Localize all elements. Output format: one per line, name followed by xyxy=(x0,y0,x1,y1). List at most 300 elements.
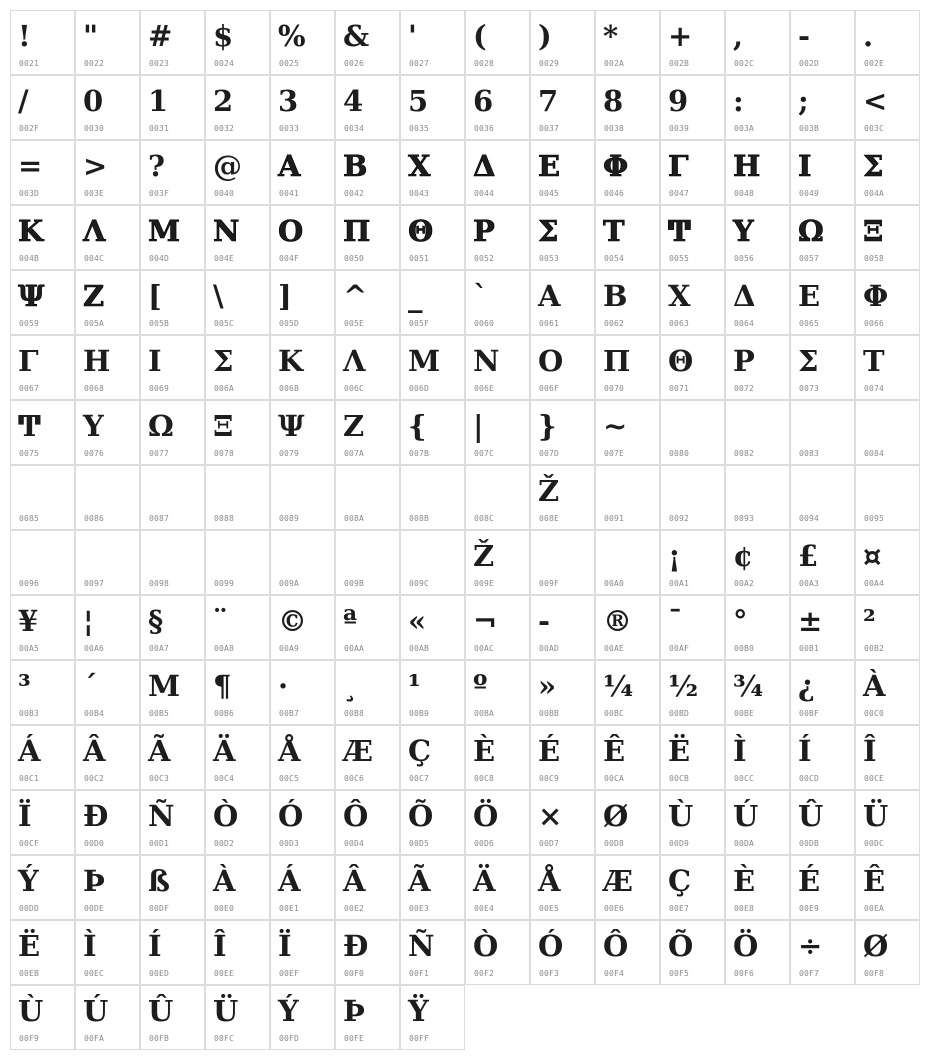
glyph-cell[interactable] xyxy=(335,140,400,205)
glyph-cell[interactable] xyxy=(855,335,920,400)
glyph-cell[interactable] xyxy=(205,465,270,530)
glyph-cell[interactable] xyxy=(75,660,140,725)
glyph-cell[interactable] xyxy=(10,400,75,465)
glyph-code: 009E xyxy=(474,579,495,588)
glyph-code: 009B xyxy=(344,579,365,588)
glyph-cell[interactable] xyxy=(595,270,660,335)
glyph-cell[interactable] xyxy=(205,660,270,725)
glyph-cell[interactable] xyxy=(725,205,790,270)
glyph-cell[interactable] xyxy=(465,595,530,660)
glyph-cell[interactable] xyxy=(855,400,920,465)
glyph-code: 0052 xyxy=(474,254,495,263)
glyph-cell[interactable] xyxy=(530,790,595,855)
glyph-code: 00DB xyxy=(799,839,820,848)
glyph-code: 00BA xyxy=(474,709,495,718)
glyph-cell[interactable] xyxy=(75,335,140,400)
glyph-code: 008A xyxy=(344,514,365,523)
glyph-cell[interactable] xyxy=(595,140,660,205)
glyph-code: 00D0 xyxy=(84,839,105,848)
glyph-cell[interactable] xyxy=(10,140,75,205)
glyph-char: 1 xyxy=(148,84,169,118)
glyph-cell[interactable] xyxy=(790,10,855,75)
glyph-cell[interactable] xyxy=(725,920,790,985)
glyph-cell[interactable] xyxy=(660,530,725,595)
glyph-cell[interactable] xyxy=(205,725,270,790)
glyph-cell[interactable] xyxy=(465,660,530,725)
glyph-cell[interactable] xyxy=(10,725,75,790)
glyph-cell[interactable] xyxy=(465,920,530,985)
glyph-cell[interactable] xyxy=(400,660,465,725)
glyph-code: 00FC xyxy=(214,1034,235,1043)
glyph-cell[interactable] xyxy=(335,790,400,855)
glyph-code: 004E xyxy=(214,254,235,263)
glyph-cell[interactable] xyxy=(270,400,335,465)
glyph-char: H xyxy=(83,344,111,378)
glyph-code: 004C xyxy=(84,254,105,263)
glyph-cell[interactable] xyxy=(205,270,270,335)
glyph-cell[interactable] xyxy=(530,270,595,335)
glyph-code: 00F1 xyxy=(409,969,430,978)
glyph-cell[interactable] xyxy=(465,400,530,465)
glyph-char: E xyxy=(798,279,821,313)
glyph-code: 00E7 xyxy=(669,904,690,913)
glyph-cell[interactable] xyxy=(855,140,920,205)
glyph-cell[interactable] xyxy=(205,920,270,985)
glyph-cell[interactable] xyxy=(205,985,270,1050)
glyph-cell[interactable] xyxy=(335,530,400,595)
glyph-code: 007C xyxy=(474,449,495,458)
glyph-cell[interactable] xyxy=(790,140,855,205)
glyph-cell[interactable] xyxy=(530,595,595,660)
glyph-char: ¨ xyxy=(213,604,228,638)
glyph-char: Σ xyxy=(798,344,819,378)
glyph-cell[interactable] xyxy=(725,335,790,400)
glyph-cell[interactable] xyxy=(75,400,140,465)
glyph-cell[interactable] xyxy=(270,855,335,920)
glyph-cell[interactable] xyxy=(465,790,530,855)
glyph-cell[interactable] xyxy=(205,595,270,660)
glyph-cell[interactable] xyxy=(725,270,790,335)
glyph-cell[interactable] xyxy=(10,790,75,855)
glyph-cell[interactable] xyxy=(660,140,725,205)
glyph-cell[interactable] xyxy=(400,10,465,75)
glyph-cell[interactable] xyxy=(140,725,205,790)
glyph-code: 0045 xyxy=(539,189,560,198)
glyph-code: 00CD xyxy=(799,774,820,783)
glyph-code: 005B xyxy=(149,319,170,328)
glyph-cell[interactable] xyxy=(400,725,465,790)
glyph-cell[interactable] xyxy=(725,660,790,725)
glyph-cell[interactable] xyxy=(465,10,530,75)
glyph-cell[interactable] xyxy=(205,790,270,855)
glyph-cell[interactable] xyxy=(335,595,400,660)
glyph-code: 00E9 xyxy=(799,904,820,913)
glyph-code: 0038 xyxy=(604,124,625,133)
glyph-cell[interactable] xyxy=(10,205,75,270)
glyph-code: 00CC xyxy=(734,774,755,783)
glyph-code: 00AB xyxy=(409,644,430,653)
glyph-cell[interactable] xyxy=(855,270,920,335)
glyph-char: T xyxy=(863,344,885,378)
glyph-cell[interactable] xyxy=(400,595,465,660)
glyph-cell[interactable] xyxy=(725,10,790,75)
glyph-cell[interactable] xyxy=(530,335,595,400)
glyph-cell[interactable] xyxy=(465,75,530,140)
glyph-cell[interactable] xyxy=(10,595,75,660)
glyph-char: ³ xyxy=(18,669,31,703)
glyph-cell[interactable] xyxy=(335,400,400,465)
glyph-cell[interactable] xyxy=(660,595,725,660)
glyph-cell[interactable] xyxy=(530,725,595,790)
glyph-cell[interactable] xyxy=(335,920,400,985)
glyph-cell[interactable] xyxy=(335,855,400,920)
glyph-cell[interactable] xyxy=(530,920,595,985)
glyph-code: 00FA xyxy=(84,1034,105,1043)
glyph-char: Λ xyxy=(343,344,366,378)
glyph-code: 00F9 xyxy=(19,1034,40,1043)
glyph-char: ´ xyxy=(83,669,98,703)
glyph-code: 0057 xyxy=(799,254,820,263)
glyph-char: Ã xyxy=(148,734,171,768)
glyph-char: × xyxy=(538,799,563,833)
glyph-cell[interactable] xyxy=(660,855,725,920)
glyph-cell[interactable] xyxy=(660,725,725,790)
glyph-cell[interactable] xyxy=(75,75,140,140)
glyph-cell[interactable] xyxy=(790,75,855,140)
glyph-cell[interactable] xyxy=(270,790,335,855)
glyph-code: 0061 xyxy=(539,319,560,328)
glyph-cell[interactable] xyxy=(660,660,725,725)
glyph-cell[interactable] xyxy=(75,725,140,790)
glyph-cell[interactable] xyxy=(140,10,205,75)
glyph-cell[interactable] xyxy=(595,335,660,400)
glyph-cell[interactable] xyxy=(400,855,465,920)
glyph-char: Î xyxy=(863,734,877,768)
glyph-cell[interactable] xyxy=(595,75,660,140)
glyph-code: 0036 xyxy=(474,124,495,133)
glyph-cell[interactable] xyxy=(660,400,725,465)
glyph-cell[interactable] xyxy=(790,400,855,465)
glyph-cell[interactable] xyxy=(790,465,855,530)
glyph-cell[interactable] xyxy=(660,465,725,530)
glyph-cell[interactable] xyxy=(855,790,920,855)
glyph-cell[interactable] xyxy=(75,855,140,920)
glyph-code: 00BB xyxy=(539,709,560,718)
glyph-cell[interactable] xyxy=(595,660,660,725)
glyph-cell[interactable] xyxy=(400,335,465,400)
glyph-char: 8 xyxy=(603,84,624,118)
glyph-char: 5 xyxy=(408,84,429,118)
glyph-code: 0094 xyxy=(799,514,820,523)
glyph-cell[interactable] xyxy=(140,205,205,270)
glyph-cell[interactable] xyxy=(855,855,920,920)
glyph-code: 0026 xyxy=(344,59,365,68)
glyph-cell[interactable] xyxy=(205,75,270,140)
glyph-cell[interactable] xyxy=(465,465,530,530)
glyph-code: 00B6 xyxy=(214,709,235,718)
glyph-cell[interactable] xyxy=(400,985,465,1050)
glyph-cell[interactable] xyxy=(335,270,400,335)
glyph-cell[interactable] xyxy=(530,140,595,205)
glyph-cell[interactable] xyxy=(725,855,790,920)
glyph-code: 00D1 xyxy=(149,839,170,848)
glyph-cell[interactable] xyxy=(10,855,75,920)
glyph-cell[interactable] xyxy=(75,270,140,335)
glyph-cell[interactable] xyxy=(75,205,140,270)
glyph-cell[interactable] xyxy=(400,465,465,530)
glyph-cell[interactable] xyxy=(855,75,920,140)
glyph-cell[interactable] xyxy=(270,205,335,270)
glyph-cell[interactable] xyxy=(855,920,920,985)
glyph-code: 0099 xyxy=(214,579,235,588)
glyph-code: 00DF xyxy=(149,904,170,913)
glyph-code: 00C5 xyxy=(279,774,300,783)
glyph-cell[interactable] xyxy=(270,595,335,660)
glyph-cell[interactable] xyxy=(75,985,140,1050)
glyph-cell[interactable] xyxy=(10,920,75,985)
glyph-cell[interactable] xyxy=(270,75,335,140)
glyph-cell[interactable] xyxy=(790,595,855,660)
glyph-cell[interactable] xyxy=(140,790,205,855)
glyph-cell[interactable] xyxy=(855,465,920,530)
glyph-code: 00C1 xyxy=(19,774,40,783)
glyph-char: . xyxy=(863,19,874,53)
glyph-cell[interactable] xyxy=(660,10,725,75)
glyph-cell[interactable] xyxy=(465,855,530,920)
glyph-cell[interactable] xyxy=(140,400,205,465)
glyph-code: 00F2 xyxy=(474,969,495,978)
glyph-cell[interactable] xyxy=(790,335,855,400)
glyph-cell[interactable] xyxy=(10,985,75,1050)
glyph-char: Ç xyxy=(668,864,692,898)
glyph-cell[interactable] xyxy=(855,10,920,75)
glyph-cell[interactable] xyxy=(335,725,400,790)
glyph-cell[interactable] xyxy=(140,465,205,530)
glyph-cell[interactable] xyxy=(205,140,270,205)
glyph-cell[interactable] xyxy=(725,790,790,855)
glyph-cell[interactable] xyxy=(530,465,595,530)
glyph-char: ¯ xyxy=(668,604,683,638)
glyph-cell[interactable] xyxy=(75,790,140,855)
glyph-cell[interactable] xyxy=(335,660,400,725)
glyph-cell[interactable] xyxy=(400,530,465,595)
glyph-cell[interactable] xyxy=(595,530,660,595)
glyph-cell[interactable] xyxy=(595,855,660,920)
glyph-cell[interactable] xyxy=(400,205,465,270)
glyph-cell[interactable] xyxy=(465,270,530,335)
glyph-char: 9 xyxy=(668,84,689,118)
glyph-cell[interactable] xyxy=(790,725,855,790)
glyph-cell[interactable] xyxy=(270,725,335,790)
glyph-cell[interactable] xyxy=(10,270,75,335)
glyph-cell[interactable] xyxy=(595,595,660,660)
glyph-cell[interactable] xyxy=(140,660,205,725)
glyph-cell[interactable] xyxy=(660,790,725,855)
glyph-cell[interactable] xyxy=(75,595,140,660)
glyph-char: É xyxy=(538,734,561,768)
glyph-cell[interactable] xyxy=(400,400,465,465)
glyph-cell[interactable] xyxy=(595,205,660,270)
glyph-cell[interactable] xyxy=(75,530,140,595)
glyph-cell[interactable] xyxy=(790,530,855,595)
glyph-code: 00AE xyxy=(604,644,625,653)
glyph-cell[interactable] xyxy=(205,335,270,400)
glyph-char: Z xyxy=(343,409,365,443)
glyph-cell[interactable] xyxy=(725,465,790,530)
glyph-cell[interactable] xyxy=(595,920,660,985)
glyph-code: 00C6 xyxy=(344,774,365,783)
glyph-cell[interactable] xyxy=(140,335,205,400)
glyph-cell[interactable] xyxy=(75,140,140,205)
glyph-cell[interactable] xyxy=(790,855,855,920)
glyph-char: [ xyxy=(148,279,162,313)
glyph-cell[interactable] xyxy=(660,75,725,140)
glyph-cell[interactable] xyxy=(465,205,530,270)
glyph-cell[interactable] xyxy=(140,920,205,985)
glyph-cell[interactable] xyxy=(270,335,335,400)
glyph-cell[interactable] xyxy=(10,660,75,725)
glyph-code: 0023 xyxy=(149,59,170,68)
glyph-code: 0031 xyxy=(149,124,170,133)
glyph-cell[interactable] xyxy=(205,205,270,270)
glyph-cell[interactable] xyxy=(530,530,595,595)
glyph-cell[interactable] xyxy=(595,790,660,855)
glyph-cell[interactable] xyxy=(335,205,400,270)
glyph-cell[interactable] xyxy=(855,530,920,595)
glyph-cell[interactable] xyxy=(140,855,205,920)
glyph-cell[interactable] xyxy=(400,790,465,855)
glyph-cell[interactable] xyxy=(855,595,920,660)
glyph-code: 003B xyxy=(799,124,820,133)
glyph-cell[interactable] xyxy=(725,400,790,465)
glyph-cell[interactable] xyxy=(725,725,790,790)
glyph-cell[interactable] xyxy=(335,10,400,75)
glyph-cell[interactable] xyxy=(660,270,725,335)
glyph-cell[interactable] xyxy=(10,335,75,400)
glyph-cell[interactable] xyxy=(140,595,205,660)
glyph-cell[interactable] xyxy=(335,335,400,400)
glyph-cell[interactable] xyxy=(10,465,75,530)
glyph-char: Ü xyxy=(213,994,239,1028)
glyph-cell[interactable] xyxy=(270,140,335,205)
glyph-cell[interactable] xyxy=(530,660,595,725)
glyph-cell[interactable] xyxy=(790,660,855,725)
glyph-cell[interactable] xyxy=(530,205,595,270)
glyph-char: = xyxy=(18,149,43,183)
glyph-cell[interactable] xyxy=(75,10,140,75)
glyph-cell[interactable] xyxy=(10,10,75,75)
glyph-char: Í xyxy=(148,929,162,963)
glyph-code: 00EE xyxy=(214,969,235,978)
glyph-cell[interactable] xyxy=(790,205,855,270)
glyph-cell[interactable] xyxy=(270,10,335,75)
glyph-cell[interactable] xyxy=(270,660,335,725)
glyph-cell[interactable] xyxy=(335,75,400,140)
glyph-cell[interactable] xyxy=(140,140,205,205)
glyph-cell[interactable] xyxy=(140,985,205,1050)
glyph-code: 0084 xyxy=(864,449,885,458)
glyph-cell[interactable] xyxy=(855,205,920,270)
glyph-char: ! xyxy=(18,19,31,53)
glyph-cell[interactable] xyxy=(400,75,465,140)
glyph-cell[interactable] xyxy=(205,10,270,75)
glyph-cell[interactable] xyxy=(205,855,270,920)
glyph-cell[interactable] xyxy=(75,465,140,530)
glyph-char: Ã xyxy=(408,864,431,898)
glyph-char: { xyxy=(408,409,427,443)
glyph-cell[interactable] xyxy=(595,10,660,75)
glyph-cell[interactable] xyxy=(140,270,205,335)
glyph-cell[interactable] xyxy=(335,465,400,530)
glyph-code: 0042 xyxy=(344,189,365,198)
glyph-cell[interactable] xyxy=(205,530,270,595)
glyph-cell[interactable] xyxy=(660,920,725,985)
glyph-cell[interactable] xyxy=(270,985,335,1050)
glyph-code: 00F6 xyxy=(734,969,755,978)
glyph-cell[interactable] xyxy=(725,75,790,140)
glyph-code: 0089 xyxy=(279,514,300,523)
glyph-cell[interactable] xyxy=(465,140,530,205)
glyph-cell[interactable] xyxy=(530,400,595,465)
glyph-cell[interactable] xyxy=(270,465,335,530)
glyph-cell[interactable] xyxy=(530,855,595,920)
glyph-cell[interactable] xyxy=(660,335,725,400)
glyph-cell[interactable] xyxy=(270,920,335,985)
glyph-cell[interactable] xyxy=(855,725,920,790)
glyph-cell[interactable] xyxy=(140,530,205,595)
glyph-cell[interactable] xyxy=(10,530,75,595)
glyph-code: 0055 xyxy=(669,254,690,263)
glyph-cell[interactable] xyxy=(140,75,205,140)
glyph-cell[interactable] xyxy=(660,205,725,270)
glyph-cell[interactable] xyxy=(270,530,335,595)
glyph-cell[interactable] xyxy=(465,530,530,595)
glyph-code: 00EC xyxy=(84,969,105,978)
glyph-cell[interactable] xyxy=(725,595,790,660)
glyph-cell[interactable] xyxy=(400,270,465,335)
glyph-cell[interactable] xyxy=(855,660,920,725)
glyph-cell[interactable] xyxy=(400,920,465,985)
glyph-cell[interactable] xyxy=(10,75,75,140)
glyph-cell[interactable] xyxy=(205,400,270,465)
glyph-char: \ xyxy=(213,279,224,313)
glyph-cell[interactable] xyxy=(595,400,660,465)
glyph-cell[interactable] xyxy=(790,920,855,985)
glyph-cell[interactable] xyxy=(75,920,140,985)
glyph-code: 00CF xyxy=(19,839,40,848)
glyph-code: 0060 xyxy=(474,319,495,328)
glyph-code: 0066 xyxy=(864,319,885,328)
glyph-cell[interactable] xyxy=(400,140,465,205)
glyph-code: 00ED xyxy=(149,969,170,978)
glyph-code: 003C xyxy=(864,124,885,133)
glyph-cell[interactable] xyxy=(790,270,855,335)
glyph-char: Ö xyxy=(473,799,499,833)
glyph-code: 00FF xyxy=(409,1034,430,1043)
glyph-cell[interactable] xyxy=(465,335,530,400)
glyph-cell[interactable] xyxy=(335,985,400,1050)
glyph-cell[interactable] xyxy=(465,725,530,790)
glyph-cell[interactable] xyxy=(725,530,790,595)
glyph-cell[interactable] xyxy=(530,75,595,140)
glyph-cell[interactable] xyxy=(595,725,660,790)
glyph-cell[interactable] xyxy=(595,465,660,530)
glyph-cell[interactable] xyxy=(725,140,790,205)
glyph-cell[interactable] xyxy=(790,790,855,855)
glyph-char: ® xyxy=(603,604,632,638)
glyph-cell[interactable] xyxy=(530,10,595,75)
glyph-cell[interactable] xyxy=(270,270,335,335)
